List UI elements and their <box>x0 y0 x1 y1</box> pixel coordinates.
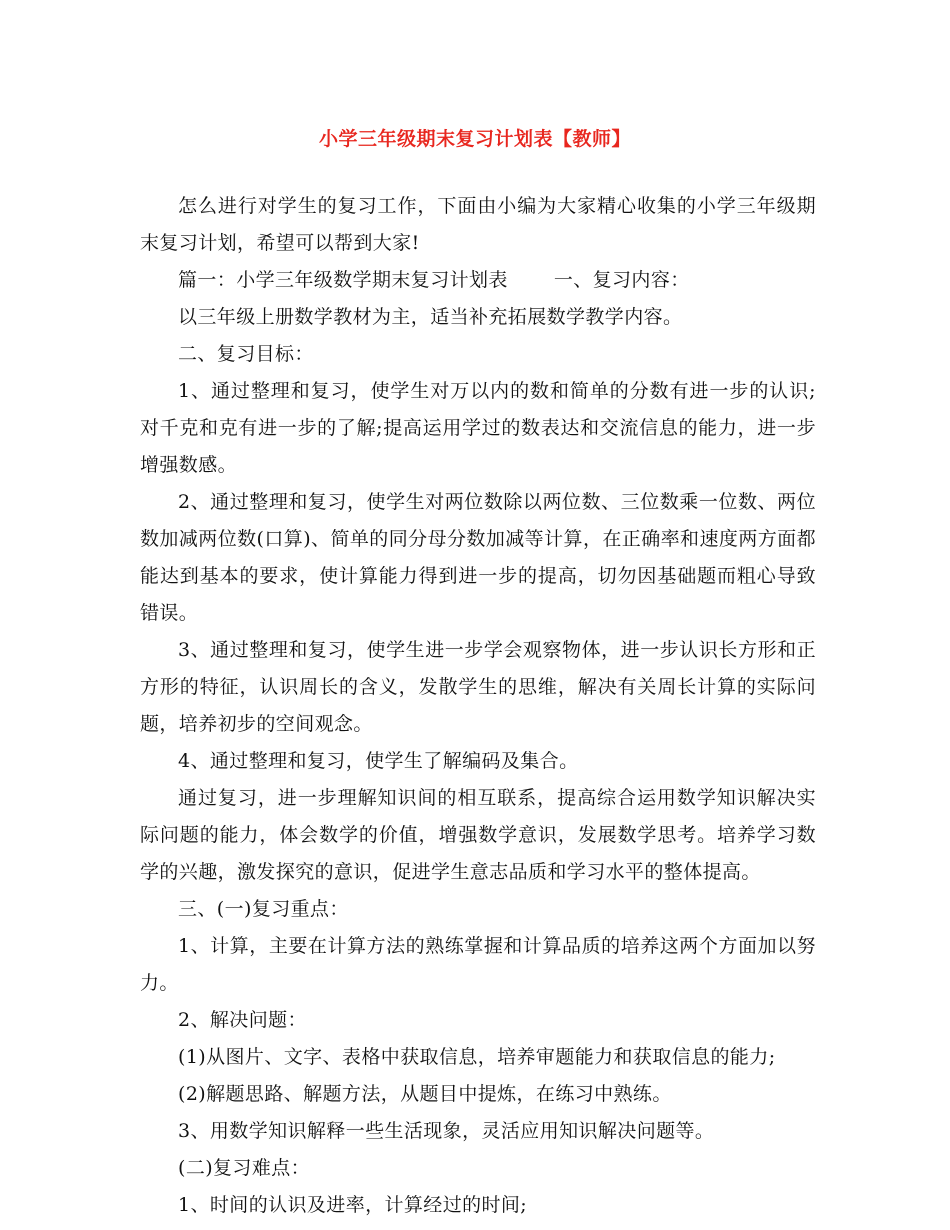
goal-2-paragraph: 2、通过整理和复习，使学生对两位数除以两位数、三位数乘一位数、两位数加减两位数(口算)、简单的同分母分数加减等计算，在正确率和速度两方面都能达到基本的要求，使计算能力得到进一步的提高，切勿因基础题而粗心导致错误。 <box>140 491 816 624</box>
difficult-heading: (二)复习难点： <box>178 1157 311 1179</box>
intro-paragraph: 怎么进行对学生的复习工作，下面由小编为大家精心收集的小学三年级期末复习计划，希望可以帮到大家! <box>140 195 816 254</box>
section-heading-line <box>140 262 816 299</box>
key-2b-paragraph: (2)解题思路、解题方法，从题目中提炼，在练习中熟练。 <box>178 1083 672 1105</box>
key-2-paragraph: 2、解决问题： <box>178 1009 307 1031</box>
goal-1-paragraph: 1、通过整理和复习，使学生对万以内的数和简单的分数有进一步的认识;对千克和克有进一步的了解;提高运用学过的数表达和交流信息的能力，进一步增强数感。 <box>140 380 816 476</box>
difficult-1-paragraph: 1、时间的认识及进率，计算经过的时间; <box>178 1194 528 1216</box>
goal-3-paragraph: 3、通过整理和复习，使学生进一步学会观察物体，进一步认识长方形和正方形的特征，认识周长的含义，发散学生的思维，解决有关周长计算的实际问题，培养初步的空间观念。 <box>140 639 816 735</box>
section-heading: 篇一：小学三年级数学期末复习计划表 <box>178 269 508 291</box>
key-heading: 三、(一)复习重点： <box>178 898 349 920</box>
key-2a-paragraph: (1)从图片、文字、表格中获取信息，培养审题能力和获取信息的能力; <box>178 1046 776 1068</box>
content-heading: 一、复习内容： <box>553 269 690 291</box>
content-paragraph: 以三年级上册数学教材为主，适当补充拓展数学教学内容。 <box>178 306 683 328</box>
document-title: 小学三年级期末复习计划表【教师】 <box>318 128 631 150</box>
key-1-paragraph: 1、计算，主要在计算方法的熟练掌握和计算品质的培养这两个方面加以努力。 <box>140 935 816 994</box>
key-3-paragraph: 3、用数学知识解释一些生活现象，灵活应用知识解决问题等。 <box>178 1120 715 1142</box>
goal-summary-paragraph: 通过复习，进一步理解知识间的相互联系，提高综合运用数学知识解决实际问题的能力，体会数学的价值，增强数学意识，发展数学思考。培养学习数学的兴趣，激发探究的意识，促进学生意志品质和学习水平的整体提高。 <box>140 787 816 883</box>
goal-4-paragraph: 4、通过整理和复习，使学生了解编码及集合。 <box>178 750 579 772</box>
document-body <box>140 188 816 1224</box>
goals-heading: 二、复习目标： <box>178 343 314 365</box>
